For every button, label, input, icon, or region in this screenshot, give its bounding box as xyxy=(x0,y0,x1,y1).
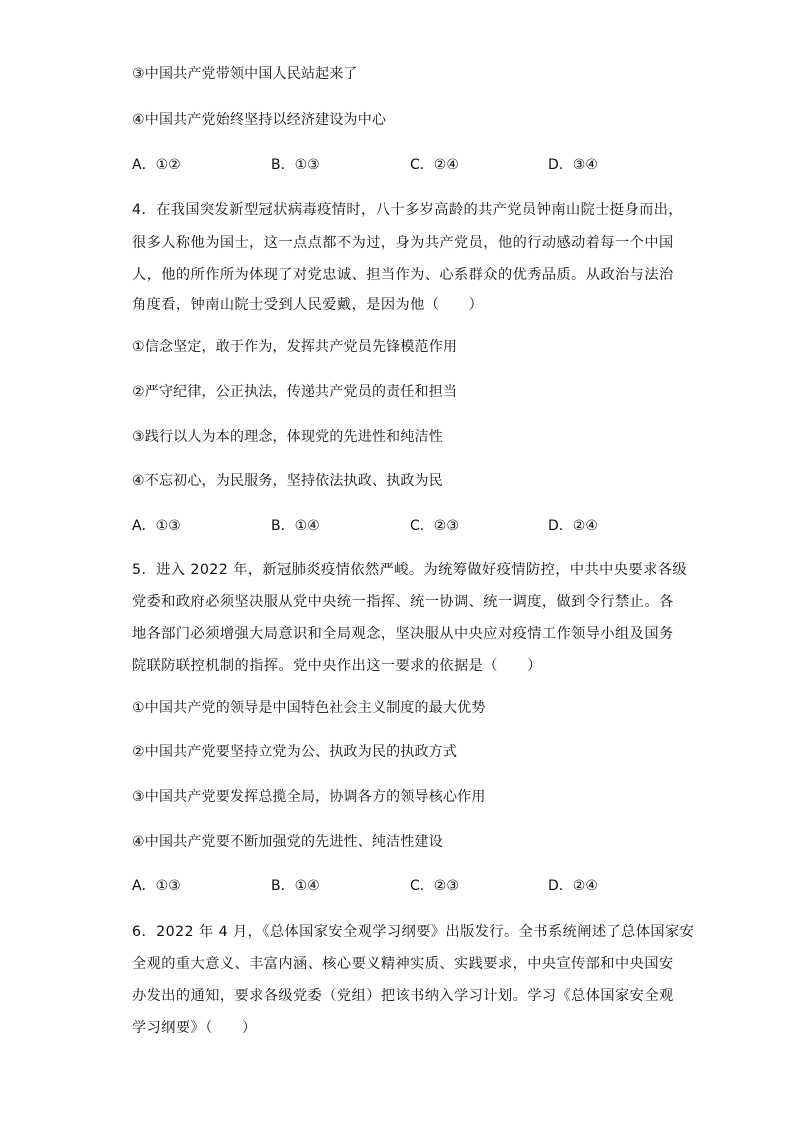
option-b: B．①③ xyxy=(271,157,320,173)
q5-statement-4: ④中国共产党要不断加强党的先进性、纯洁性建设 xyxy=(132,834,443,850)
q5-option-b: B．①④ xyxy=(271,878,320,894)
q4-statement-2: ②严守纪律，公正执法，传递共产党员的责任和担当 xyxy=(132,384,458,400)
option-c: C．②④ xyxy=(410,157,459,173)
answer-options xyxy=(132,155,632,175)
question-6-line-1: 6．2022 年 4 月，《总体国家安全观学习纲要》出版发行。全书系统阐述了总体国家安 xyxy=(132,924,695,940)
q4-option-d: D．②④ xyxy=(548,518,598,534)
question-5-line-4: 院联防联控机制的指挥。党中央作出这一要求的依据是（ ） xyxy=(132,658,542,674)
question-4-line-3: 人，他的所作所为体现了对党忠诚、担当作为、心系群众的优秀品质。从政治与法治 xyxy=(132,267,674,283)
question-6-line-4: 学习纲要》（ ） xyxy=(132,1020,257,1036)
option-a: A．①② xyxy=(132,157,181,173)
question-5-line-1: 5．进入 2022 年，新冠肺炎疫情依然严峻。为统筹做好疫情防控，中共中央要求各级 xyxy=(132,562,687,578)
q5-answer-options xyxy=(132,876,632,896)
statement-4: ④中国共产党始终坚持以经济建设为中心 xyxy=(132,112,387,128)
q4-statement-3: ③践行以人为本的理念，体现党的先进性和纯洁性 xyxy=(132,429,443,445)
q5-option-d: D．②④ xyxy=(548,878,598,894)
q4-option-a: A．①③ xyxy=(132,518,181,534)
q4-statement-1: ①信念坚定，敢于作为，发挥共产党员先锋模范作用 xyxy=(132,339,458,355)
question-5-line-2: 党委和政府必须坚决服从党中央统一指挥、统一协调、统一调度，做到令行禁止。各 xyxy=(132,594,674,610)
question-4-line-1: 4．在我国突发新型冠状病毒疫情时，八十多岁高龄的共产党员钟南山院士挺身而出， xyxy=(132,202,684,218)
question-6-line-2: 全观的重大意义、丰富内涵、核心要义精神实质、实践要求，中央宣传部和中央国安 xyxy=(132,956,674,972)
question-5-line-3: 地各部门必须增强大局意识和全局观念，坚决服从中央应对疫情工作领导小组及国务 xyxy=(132,626,674,642)
q5-statement-3: ③中国共产党要发挥总揽全局，协调各方的领导核心作用 xyxy=(132,789,486,805)
q4-statement-4: ④不忘初心，为民服务，坚持依法执政、执政为民 xyxy=(132,473,443,489)
q5-statement-1: ①中国共产党的领导是中国特色社会主义制度的最大优势 xyxy=(132,700,486,716)
question-4-line-2: 很多人称他为国士，这一点点都不为过，身为共产党员，他的行动感动着每一个中国 xyxy=(132,235,674,251)
question-6-line-3: 办发出的通知，要求各级党委（党组）把该书纳入学习计划。学习《总体国家安全观 xyxy=(132,988,674,1004)
option-d: D．③④ xyxy=(548,157,598,173)
q5-option-c: C．②③ xyxy=(410,878,459,894)
statement-3: ③中国共产党带领中国人民站起来了 xyxy=(132,66,358,82)
q5-option-a: A．①③ xyxy=(132,878,181,894)
q4-option-b: B．①④ xyxy=(271,518,320,534)
q5-statement-2: ②中国共产党要坚持立党为公、执政为民的执政方式 xyxy=(132,744,458,760)
q4-answer-options xyxy=(132,516,632,536)
question-4-line-4: 角度看，钟南山院士受到人民爱戴，是因为他（ ） xyxy=(132,297,484,313)
q4-option-c: C．②③ xyxy=(410,518,459,534)
